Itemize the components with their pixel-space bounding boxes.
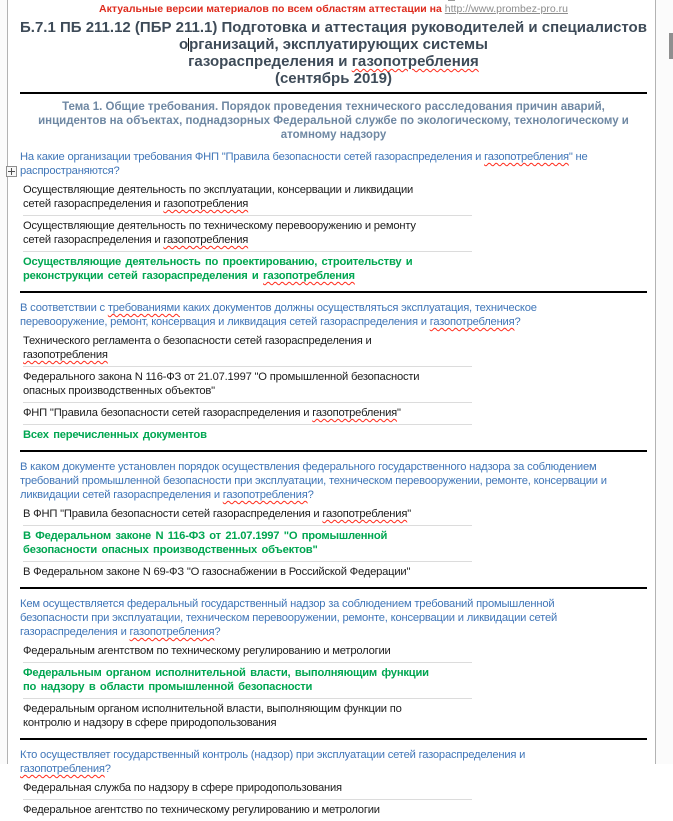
answer-list bbox=[23, 641, 472, 734]
answer-line: опасных производственных объектов" bbox=[23, 385, 215, 397]
answer-option bbox=[23, 180, 472, 215]
question-block-1 bbox=[20, 150, 647, 287]
section-divider bbox=[20, 450, 647, 452]
answer-line: безопасности опасных производственных объектов" bbox=[23, 544, 318, 556]
answer-option bbox=[23, 402, 472, 424]
answer-line: Всех перечисленных документов bbox=[23, 429, 207, 441]
answer-line: Федеральным органом исполнительной власти, выполняющим функции bbox=[23, 667, 429, 679]
answer-option bbox=[23, 215, 472, 251]
answer-line: Федеральное агентство по техническому регулированию и метрологии bbox=[23, 804, 380, 816]
answer-line: В ФНП "Правила безопасности сетей газораспределения и газопотребления" bbox=[23, 508, 411, 520]
question-text bbox=[20, 748, 647, 776]
page-left-margin bbox=[0, 0, 8, 764]
answer-line: Федеральная служба по надзору в сфере природопользования bbox=[23, 782, 342, 794]
promo-notice bbox=[20, 3, 647, 16]
answer-list bbox=[23, 331, 472, 446]
question-line: Кто осуществляет государственный контроль (надзор) при эксплуатации сетей газораспределения и bbox=[20, 749, 526, 761]
answer-line: ФНП "Правила безопасности сетей газораспределения и газопотребления" bbox=[23, 407, 401, 419]
title-divider bbox=[20, 92, 647, 94]
answer-line: Федеральным агентством по техническому регулированию и метрологии bbox=[23, 645, 391, 657]
title-line: газораспределения и газопотребления bbox=[188, 53, 479, 70]
question-line: В каком документе установлен порядок осуществления федерального государственного надзора за соблюдением bbox=[20, 461, 597, 473]
answer-option bbox=[23, 561, 472, 583]
answer-line: Федерального закона N 116-ФЗ от 21.07.1997 "О промышленной безопасности bbox=[23, 371, 420, 383]
table-move-handle-icon[interactable] bbox=[6, 166, 17, 177]
question-block-2 bbox=[20, 301, 647, 446]
answer-line: реконструкции сетей газораспределения и газопотребления bbox=[23, 270, 355, 282]
answer-line: В Федеральном законе N 116-ФЗ от 21.07.1997 "О промышленной bbox=[23, 530, 388, 542]
answer-list bbox=[23, 504, 472, 583]
question-line: перевооружение, ремонт, консервация и ликвидация сетей газораспределения и газопотребления? bbox=[20, 316, 521, 328]
question-line: ликвидации сетей газораспределения и газопотребления? bbox=[20, 489, 314, 501]
answer-line: Технического регламента о безопасности сетей газораспределения и bbox=[23, 335, 372, 347]
question-line: газопотребления? bbox=[20, 763, 111, 775]
title-line: (сентябрь 2019) bbox=[274, 70, 392, 87]
answer-option-correct bbox=[23, 662, 472, 698]
answer-list bbox=[23, 180, 472, 287]
theme-heading bbox=[20, 100, 647, 142]
scrollbar-track[interactable] bbox=[655, 0, 673, 764]
answer-option-correct bbox=[23, 424, 472, 446]
answer-line: Федеральным органом исполнительной власти, выполняющим функции по bbox=[23, 703, 402, 715]
question-block-5 bbox=[20, 748, 647, 821]
document-page bbox=[8, 0, 655, 816]
question-text bbox=[20, 301, 647, 329]
answer-line: сетей газораспределения и газопотребления bbox=[23, 234, 249, 246]
question-block-4 bbox=[20, 597, 647, 734]
answer-line: Осуществляющие деятельность по проектированию, строительству и bbox=[23, 256, 413, 268]
answer-line: сетей газораспределения и газопотребления bbox=[23, 198, 249, 210]
question-line: газораспределения и газопотребления? bbox=[20, 626, 221, 638]
section-divider bbox=[20, 738, 647, 740]
question-line: требований промышленной безопасности при эксплуатации, техническом перевооружении, ремонте, консервации и bbox=[20, 475, 607, 487]
question-text bbox=[20, 597, 647, 639]
scrollbar-thumb[interactable] bbox=[669, 33, 673, 59]
promo-notice-text: Актуальные версии материалов по всем областям аттестации на bbox=[99, 3, 445, 15]
answer-option bbox=[23, 366, 472, 402]
answer-line: В Федеральном законе N 69-ФЗ "О газоснабжении в Российской Федерации" bbox=[23, 566, 411, 578]
answer-line: контролю и надзору в сфере природопользования bbox=[23, 717, 277, 729]
answer-option bbox=[23, 504, 472, 525]
answer-line: Осуществляющие деятельность по эксплуатации, консервации и ликвидации bbox=[23, 184, 414, 196]
question-text bbox=[20, 460, 647, 502]
answer-option-correct bbox=[23, 525, 472, 561]
answer-option bbox=[23, 641, 472, 662]
question-line: безопасности при эксплуатации, техническом перевооружении, ремонте, консервации и ликвидации сетей bbox=[20, 612, 558, 624]
table-resize-handle[interactable] bbox=[448, 0, 455, 1]
theme-line: инцидентов на объектах, поднадзорных Федеральной службе по экологическому, технологическому и bbox=[38, 115, 629, 127]
answer-option bbox=[23, 331, 472, 366]
theme-line: Тема 1. Общие требования. Порядок проведения технического расследования причин аварий, bbox=[62, 101, 605, 113]
title-line: организаций, эксплуатирующих системы bbox=[178, 36, 488, 53]
section-divider bbox=[20, 587, 647, 589]
answer-option bbox=[23, 698, 472, 734]
answer-option bbox=[23, 799, 472, 821]
question-text bbox=[20, 150, 647, 178]
answer-option bbox=[23, 778, 472, 799]
question-line: Кем осуществляется федеральный государственный надзор за соблюдением требований промышленной bbox=[20, 598, 555, 610]
question-line: распространяются? bbox=[20, 165, 120, 177]
answer-line: по надзору в области промышленной безопасности bbox=[23, 681, 313, 693]
answer-line: газопотребления bbox=[23, 349, 108, 361]
answer-option-correct bbox=[23, 251, 472, 287]
answer-line: Осуществляющие деятельность по техническому перевооружению и ремонту bbox=[23, 220, 416, 232]
answer-list bbox=[23, 778, 472, 821]
question-line: В соответствии с требованиями каких документов должны осуществляться эксплуатация, техническое bbox=[20, 302, 537, 314]
section-divider bbox=[20, 291, 647, 293]
question-block-3 bbox=[20, 460, 647, 583]
question-line: На какие организации требования ФНП "Правила безопасности сетей газораспределения и газопотребления" не bbox=[20, 151, 588, 163]
title-line: Б.7.1 ПБ 211.12 (ПБР 211.1) Подготовка и аттестация руководителей и специалистов bbox=[20, 19, 647, 36]
theme-line: атомному надзору bbox=[280, 129, 387, 141]
document-title bbox=[20, 19, 647, 87]
promo-link[interactable]: http://www.prombez-pro.ru bbox=[444, 3, 568, 15]
